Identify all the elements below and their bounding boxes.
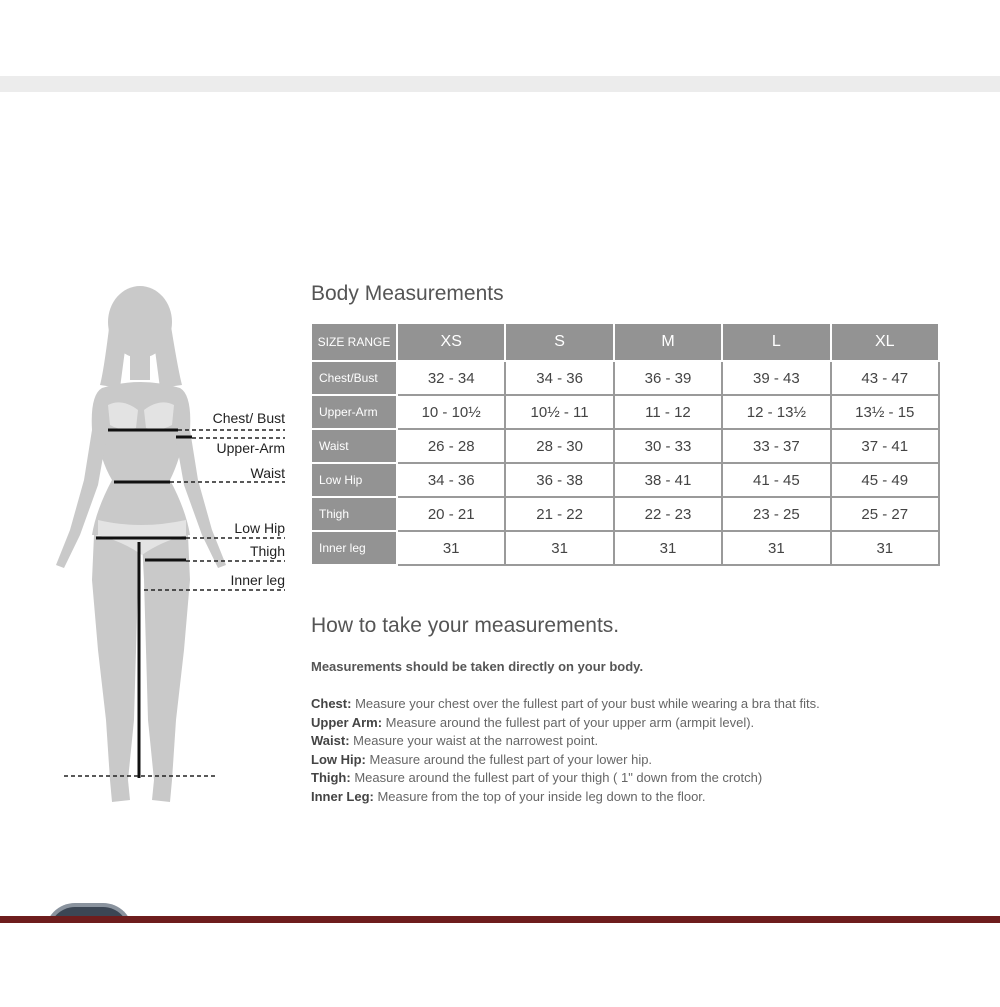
row-label: Waist bbox=[311, 429, 397, 463]
table-cell: 26 - 28 bbox=[397, 429, 505, 463]
instruction-item bbox=[311, 769, 820, 788]
table-cell: 23 - 25 bbox=[722, 497, 830, 531]
size-header-xl: XL bbox=[831, 323, 939, 361]
body-measurements-title: Body Measurements bbox=[311, 282, 504, 305]
table-cell: 33 - 37 bbox=[722, 429, 830, 463]
inner-leg-label: Inner leg bbox=[230, 572, 285, 588]
measurement-instructions bbox=[311, 695, 820, 806]
table-row bbox=[311, 531, 939, 565]
table-cell: 36 - 39 bbox=[614, 361, 722, 395]
size-header-s: S bbox=[505, 323, 613, 361]
instruction-term: Chest: bbox=[311, 696, 352, 711]
size-range-header: SIZE RANGE bbox=[311, 323, 397, 361]
table-row bbox=[311, 429, 939, 463]
bottom-blank-area bbox=[0, 923, 1000, 1007]
table-cell: 43 - 47 bbox=[831, 361, 939, 395]
table-cell: 20 - 21 bbox=[397, 497, 505, 531]
chest-bust-label: Chest/ Bust bbox=[212, 410, 285, 426]
table-row bbox=[311, 361, 939, 395]
instruction-text: Measure around the fullest part of your upper arm (armpit level). bbox=[382, 714, 755, 730]
table-cell: 10 - 10½ bbox=[397, 395, 505, 429]
table-cell: 12 - 13½ bbox=[722, 395, 830, 429]
instruction-item bbox=[311, 732, 820, 751]
bottom-divider bbox=[0, 916, 1000, 923]
size-chart-table bbox=[310, 322, 940, 566]
table-cell: 30 - 33 bbox=[614, 429, 722, 463]
instruction-term: Upper Arm: bbox=[311, 714, 383, 730]
instruction-item bbox=[311, 714, 820, 733]
row-label: Thigh bbox=[311, 497, 397, 531]
howto-subtitle: Measurements should be taken directly on your body. bbox=[311, 659, 644, 674]
instruction-text: Measure from the top of your inside leg down to the floor. bbox=[373, 788, 706, 804]
row-label: Upper-Arm bbox=[311, 395, 397, 429]
instruction-text: Measure around the fullest part of your lower hip. bbox=[365, 751, 653, 767]
table-cell: 41 - 45 bbox=[722, 463, 830, 497]
instruction-text: Measure around the fullest part of your thigh ( 1" down from the crotch) bbox=[350, 770, 763, 785]
size-header-xs: XS bbox=[397, 323, 505, 361]
table-cell: 32 - 34 bbox=[397, 361, 505, 395]
table-cell: 31 bbox=[722, 531, 830, 565]
waist-label: Waist bbox=[250, 465, 285, 481]
upper-arm-label: Upper-Arm bbox=[216, 440, 285, 456]
table-row bbox=[311, 463, 939, 497]
table-cell: 28 - 30 bbox=[505, 429, 613, 463]
instruction-item bbox=[311, 788, 820, 807]
row-label: Inner leg bbox=[311, 531, 397, 565]
table-cell: 10½ - 11 bbox=[505, 395, 613, 429]
table-cell: 34 - 36 bbox=[505, 361, 613, 395]
low-hip-label: Low Hip bbox=[234, 520, 285, 536]
top-divider-band bbox=[0, 76, 1000, 92]
thigh-label: Thigh bbox=[249, 543, 285, 559]
table-cell: 37 - 41 bbox=[831, 429, 939, 463]
row-label: Low Hip bbox=[311, 463, 397, 497]
table-cell: 38 - 41 bbox=[614, 463, 722, 497]
size-header-l: L bbox=[722, 323, 830, 361]
table-cell: 31 bbox=[614, 531, 722, 565]
row-label: Chest/Bust bbox=[311, 361, 397, 395]
instruction-term: Inner Leg: bbox=[311, 788, 374, 804]
table-row bbox=[311, 395, 939, 429]
table-cell: 13½ - 15 bbox=[831, 395, 939, 429]
instruction-term: Low Hip: bbox=[311, 751, 366, 767]
table-cell: 31 bbox=[397, 531, 505, 565]
table-cell: 31 bbox=[505, 531, 613, 565]
table-cell: 45 - 49 bbox=[831, 463, 939, 497]
table-cell: 31 bbox=[831, 531, 939, 565]
instruction-item bbox=[311, 695, 820, 714]
table-cell: 34 - 36 bbox=[397, 463, 505, 497]
instruction-text: Measure your waist at the narrowest point. bbox=[349, 733, 599, 748]
table-cell: 36 - 38 bbox=[505, 463, 613, 497]
instruction-term: Waist: bbox=[311, 733, 350, 748]
instruction-item bbox=[311, 751, 820, 770]
table-cell: 11 - 12 bbox=[614, 395, 722, 429]
table-cell: 21 - 22 bbox=[505, 497, 613, 531]
howto-title: How to take your measurements. bbox=[311, 614, 620, 637]
instruction-term: Thigh: bbox=[311, 770, 351, 785]
table-cell: 39 - 43 bbox=[722, 361, 830, 395]
instruction-text: Measure your chest over the fullest part of your bust while wearing a bra that fits. bbox=[351, 696, 820, 711]
table-cell: 22 - 23 bbox=[614, 497, 722, 531]
table-cell: 25 - 27 bbox=[831, 497, 939, 531]
size-header-row bbox=[311, 323, 939, 361]
size-header-m: M bbox=[614, 323, 722, 361]
table-row bbox=[311, 497, 939, 531]
